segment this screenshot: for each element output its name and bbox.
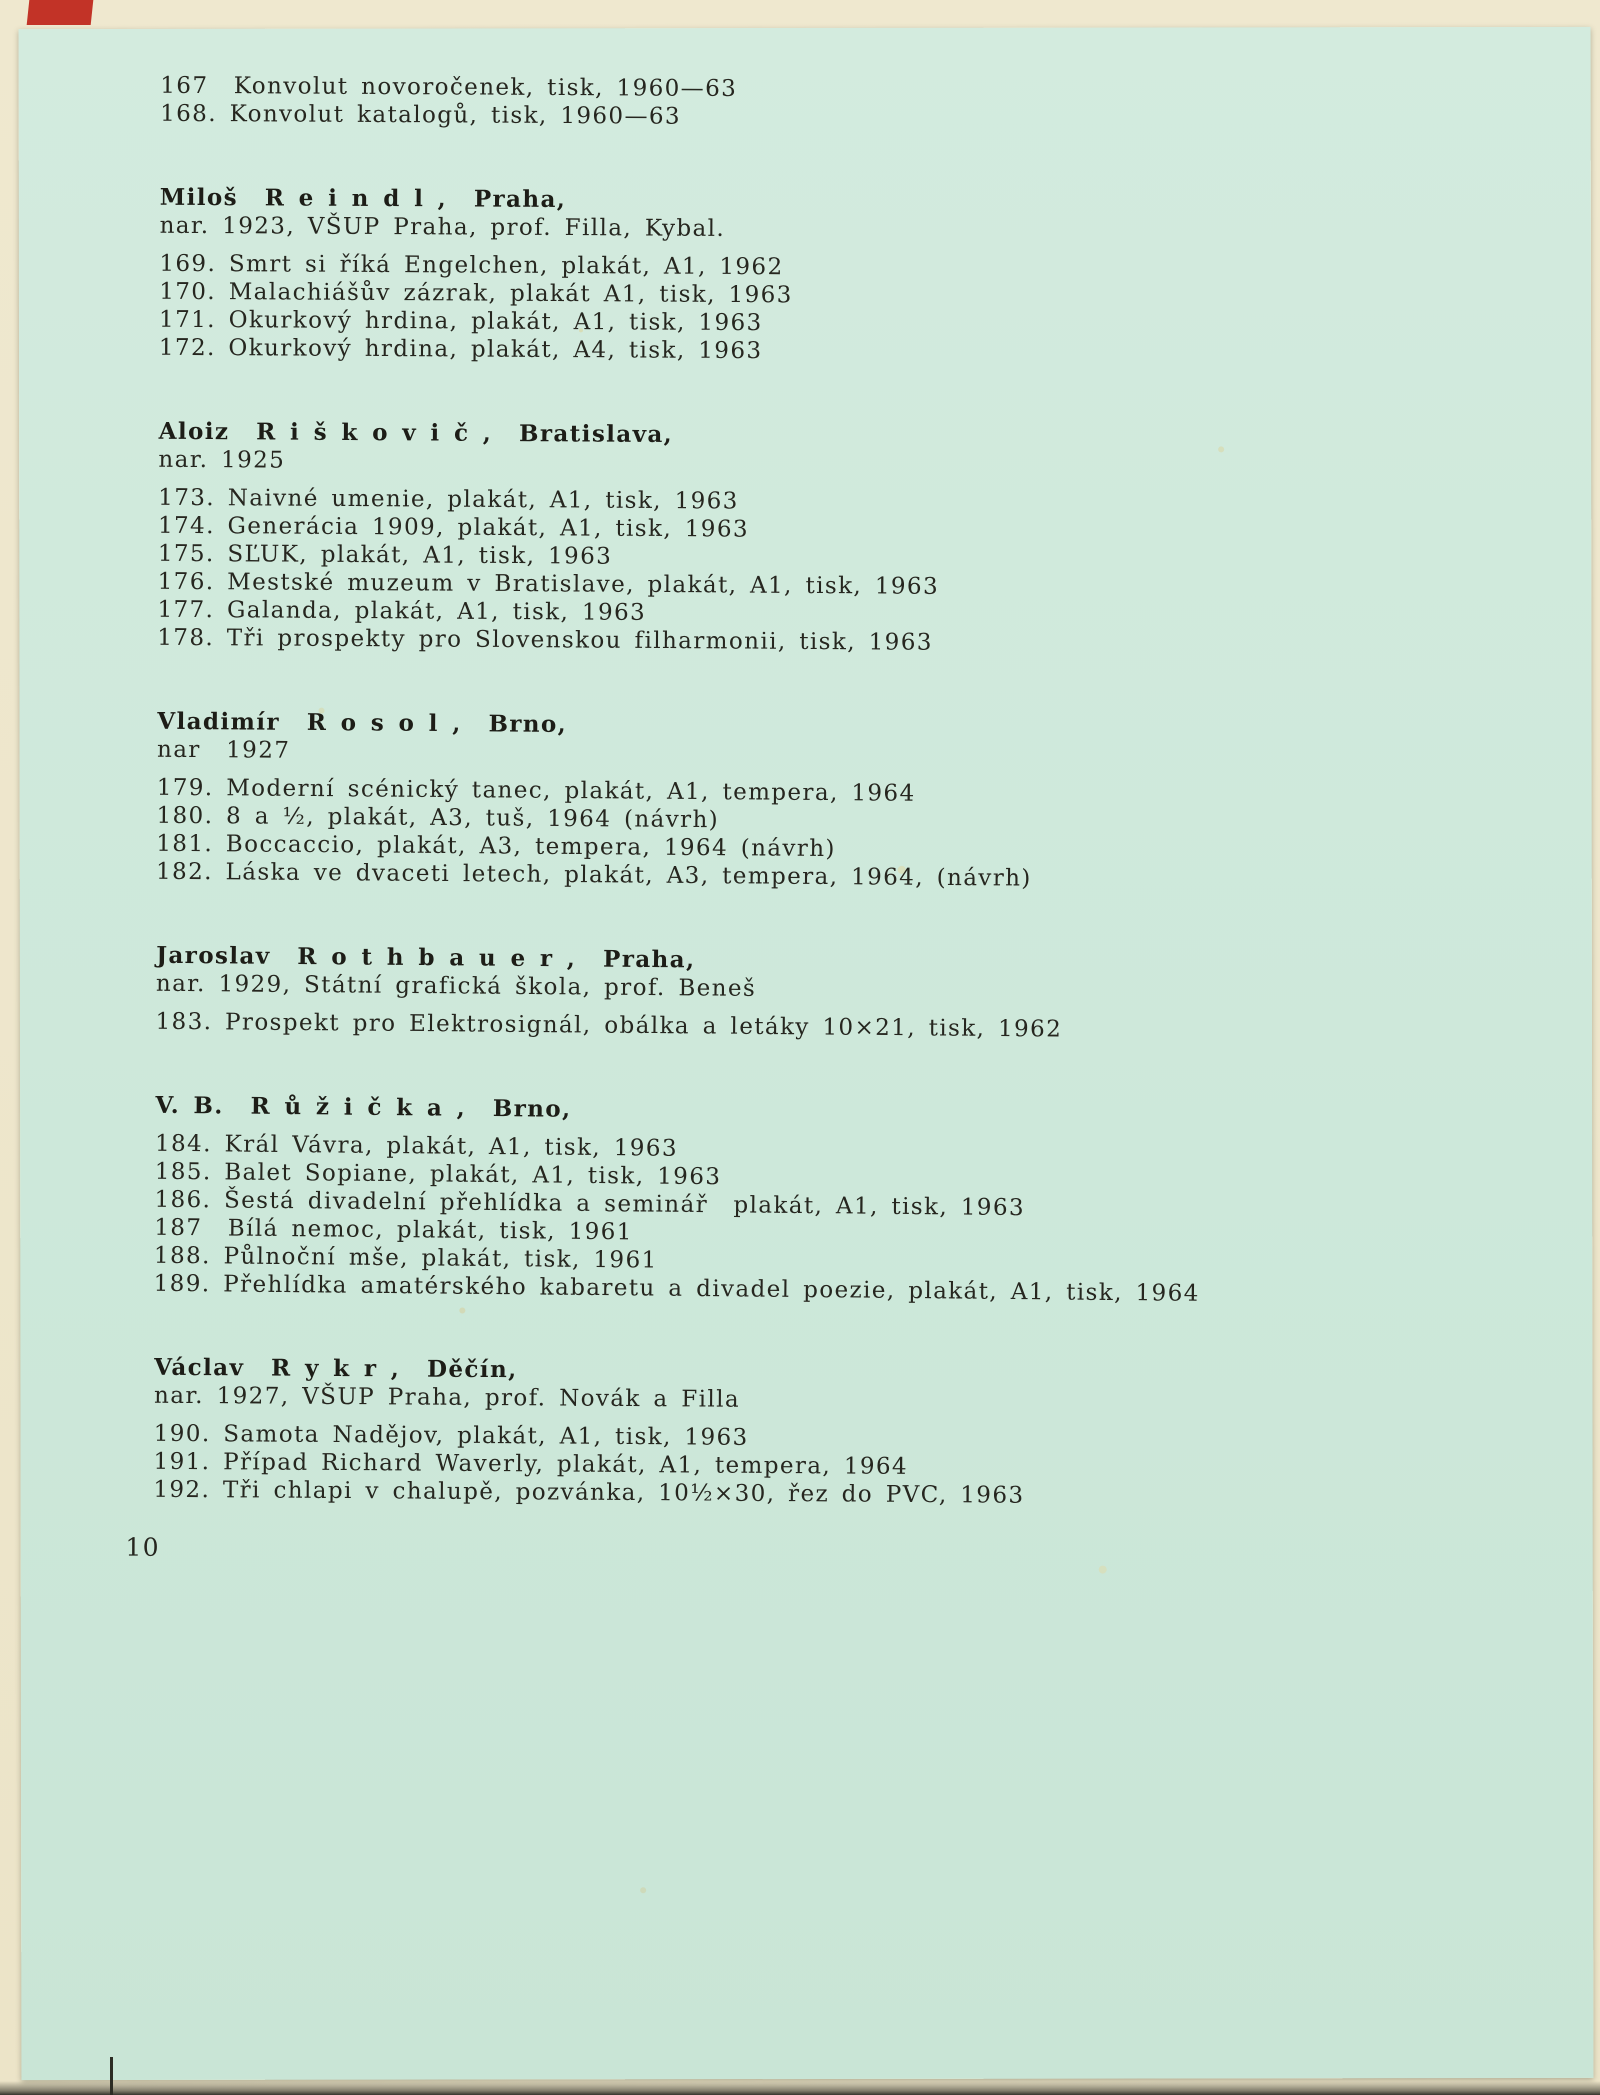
red-corner-mark <box>27 0 94 25</box>
catalog-entry: 182. Láska ve dvaceti letech, plakát, A3, tempera, 1964, (návrh) <box>155 858 1032 892</box>
entry-list <box>159 250 1510 370</box>
catalog-entry: 186. Šestá divadelní přehlídka a seminář plakát, A1, tisk, 1963 <box>154 1186 1026 1222</box>
catalog-entry: 175. SĽUK, plakát, A1, tisk, 1963 <box>157 540 613 570</box>
catalog-entry: 176. Mestské muzeum v Bratislave, plakát, A1, tisk, 1963 <box>157 568 940 600</box>
artist-bio: nar. 1927, VŠUP Praha, prof. Novák a Filla <box>153 1382 741 1413</box>
catalog-entry: 173. Naivné umenie, plakát, A1, tisk, 1963 <box>158 484 739 515</box>
catalog-entry: 184. Král Vávra, plakát, A1, tisk, 1963 <box>154 1130 679 1162</box>
artist-heading: Miloš R e i n d l , Praha, <box>159 183 567 214</box>
catalog-entry: 183. Prospekt pro Elektrosignál, obálka a letáky 10×21, tisk, 1962 <box>155 1008 1063 1043</box>
artist-heading: Václav R y k r , Děčín, <box>154 1353 518 1384</box>
catalog-entry: 171. Okurkový hrdina, plakát, A1, tisk, 1963 <box>159 306 763 337</box>
catalog-entry: 187 Bílá nemoc, plakát, tisk, 1961 <box>154 1214 633 1246</box>
page-number: 10 <box>125 1532 161 1562</box>
catalog-page <box>19 27 1594 2080</box>
scan-edge-artifact <box>110 2057 113 2095</box>
catalog-entry: 169. Smrt si říká Engelchen, plakát, A1, 1962 <box>159 250 784 281</box>
intro-entries <box>160 72 1510 136</box>
catalog-entry: 177. Galanda, plakát, A1, tisk, 1963 <box>157 596 647 626</box>
page-bottom-shadow <box>0 2081 1600 2095</box>
catalog-entry: 178. Tři prospekty pro Slovenskou filharmonii, tisk, 1963 <box>157 624 933 656</box>
artist-heading: Aloiz R i š k o v i č , Bratislava, <box>158 417 674 449</box>
artist-heading: V. B. R ů ž i č k a , Brno, <box>155 1091 572 1123</box>
catalog-entry: 191. Případ Richard Waverly, plakát, A1, tempera, 1964 <box>153 1448 909 1480</box>
catalog-entry: 192. Tři chlapi v chalupě, pozvánka, 10½×30, řez do PVC, 1963 <box>153 1476 1025 1509</box>
artist-section-riskovic <box>157 418 1508 661</box>
artist-bio: nar. 1925 <box>158 446 286 474</box>
catalog-entry: 190. Samota Nadějov, plakát, A1, tisk, 1963 <box>153 1420 749 1451</box>
catalog-entry: 188. Půlnoční mše, plakát, tisk, 1961 <box>153 1242 658 1274</box>
artist-bio: nar. 1923, VŠUP Praha, prof. Filla, Kybal. <box>159 212 726 242</box>
catalog-entry: 185. Balet Sopiane, plakát, A1, tisk, 1963 <box>154 1158 722 1191</box>
artist-section-rosol <box>156 708 1507 897</box>
entry-list <box>155 1008 1505 1048</box>
artist-section-ruzicka <box>154 1092 1506 1311</box>
catalog-entry: 180. 8 a ½, plakát, A3, tuš, 1964 (návrh) <box>156 802 720 834</box>
catalog-entry: 167 Konvolut novoročenek, tisk, 1960—63 <box>160 72 738 102</box>
catalog-entry: 181. Boccaccio, plakát, A3, tempera, 1964 (návrh) <box>156 830 836 863</box>
entry-list <box>154 1130 1506 1311</box>
catalog-entry: 168. Konvolut katalogů, tisk, 1960—63 <box>160 100 682 130</box>
entry-list <box>153 1420 1504 1513</box>
catalog-entry: 179. Moderní scénický tanec, plakát, A1, tempera, 1964 <box>156 774 916 807</box>
artist-heading: Jaroslav R o t h b a u e r , Praha, <box>156 941 696 974</box>
artist-section-rykr <box>153 1354 1504 1513</box>
artist-section-reindl <box>159 184 1510 370</box>
artist-bio: nar 1927 <box>156 736 291 764</box>
entry-list <box>156 774 1507 897</box>
entry-list <box>157 484 1508 661</box>
catalog-entry: 174. Generácia 1909, plakát, A1, tisk, 1963 <box>157 512 750 543</box>
page-content <box>11 29 1590 1568</box>
artist-bio: nar. 1929, Státní grafická škola, prof. Beneš <box>155 970 757 1002</box>
artist-heading: Vladimír R o s o l , Brno, <box>157 707 568 738</box>
catalog-entry: 172. Okurkový hrdina, plakát, A4, tisk, 1963 <box>158 334 763 365</box>
catalog-entry: 170. Malachiášův zázrak, plakát A1, tisk, 1963 <box>159 278 793 309</box>
artist-section-rothbauer <box>155 942 1506 1048</box>
catalog-entry: 189. Přehlídka amatérského kabaretu a divadel poezie, plakát, A1, tisk, 1964 <box>153 1270 1200 1307</box>
